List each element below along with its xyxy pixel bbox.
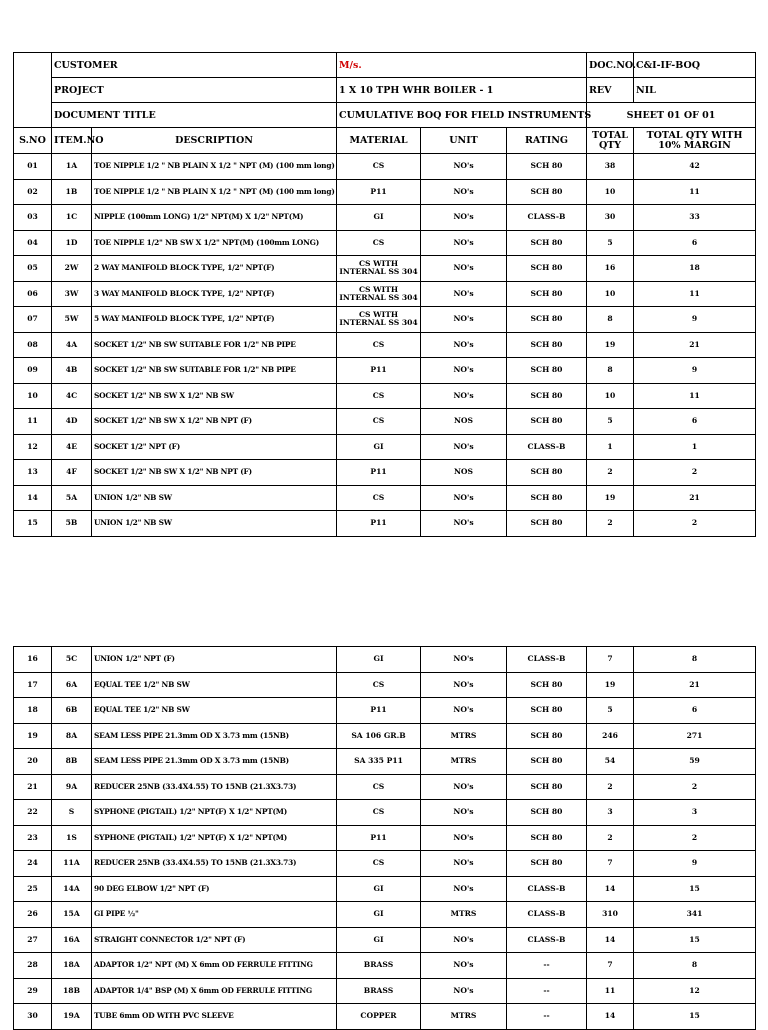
doc-no-value: C&I-IF-BOQ bbox=[634, 53, 756, 78]
cell-rating: SCH 80 bbox=[507, 800, 587, 826]
cell-total-qty: 10 bbox=[587, 281, 634, 307]
cell-unit: NO's bbox=[421, 647, 507, 673]
cell-material: GI bbox=[337, 927, 421, 953]
cell-total-qty-margin: 2 bbox=[634, 460, 756, 486]
cell-rating: -- bbox=[507, 953, 587, 979]
cell-total-qty-margin: 15 bbox=[634, 927, 756, 953]
cell-item-no: 5W bbox=[52, 307, 92, 333]
cell-sno: 22 bbox=[14, 800, 52, 826]
cell-material: CS bbox=[337, 154, 421, 180]
cell-item-no: 19A bbox=[52, 1004, 92, 1030]
cell-total-qty: 8 bbox=[587, 358, 634, 384]
cell-description: 2 WAY MANIFOLD BLOCK TYPE, 1/2" NPT(F) bbox=[92, 256, 337, 282]
cell-total-qty-margin: 8 bbox=[634, 953, 756, 979]
col-unit: UNIT bbox=[421, 128, 507, 154]
cell-rating: SCH 80 bbox=[507, 409, 587, 435]
table-row bbox=[14, 851, 756, 877]
cell-item-no: 9A bbox=[52, 774, 92, 800]
cell-rating: SCH 80 bbox=[507, 723, 587, 749]
cell-description: 5 WAY MANIFOLD BLOCK TYPE, 1/2" NPT(F) bbox=[92, 307, 337, 333]
cell-rating: SCH 80 bbox=[507, 698, 587, 724]
cell-unit: NO's bbox=[421, 434, 507, 460]
cell-description: SOCKET 1/2" NB SW X 1/2" NB NPT (F) bbox=[92, 409, 337, 435]
cell-description: 90 DEG ELBOW 1/2" NPT (F) bbox=[92, 876, 337, 902]
cell-description: REDUCER 25NB (33.4X4.55) TO 15NB (21.3X3.73) bbox=[92, 851, 337, 877]
table-row bbox=[14, 256, 756, 282]
col-sno: S.NO bbox=[14, 128, 52, 154]
cell-material: SA 106 GR.B bbox=[337, 723, 421, 749]
cell-material: BRASS bbox=[337, 978, 421, 1004]
col-rating: RATING bbox=[507, 128, 587, 154]
cell-item-no: 5B bbox=[52, 511, 92, 537]
cell-item-no: 6B bbox=[52, 698, 92, 724]
cell-material: P11 bbox=[337, 179, 421, 205]
cell-rating: CLASS-B bbox=[507, 205, 587, 231]
cell-total-qty: 10 bbox=[587, 383, 634, 409]
cell-total-qty-margin: 9 bbox=[634, 851, 756, 877]
table-row bbox=[14, 672, 756, 698]
table-row bbox=[14, 307, 756, 333]
cell-rating: SCH 80 bbox=[507, 672, 587, 698]
cell-item-no: 1D bbox=[52, 230, 92, 256]
cell-unit: NO's bbox=[421, 851, 507, 877]
cell-unit: NO's bbox=[421, 307, 507, 333]
cell-unit: NO's bbox=[421, 230, 507, 256]
cell-material: CS bbox=[337, 485, 421, 511]
cell-rating: SCH 80 bbox=[507, 179, 587, 205]
cell-item-no: 4D bbox=[52, 409, 92, 435]
cell-rating: SCH 80 bbox=[507, 154, 587, 180]
cell-material: GI bbox=[337, 647, 421, 673]
table-row bbox=[14, 179, 756, 205]
cell-item-no: 4C bbox=[52, 383, 92, 409]
cell-description: SOCKET 1/2" NPT (F) bbox=[92, 434, 337, 460]
col-description: DESCRIPTION bbox=[92, 128, 337, 154]
customer-label: CUSTOMER bbox=[52, 53, 337, 78]
cell-description: TOE NIPPLE 1/2 " NB PLAIN X 1/2 " NPT (M) (100 mm long) bbox=[92, 179, 337, 205]
cell-sno: 24 bbox=[14, 851, 52, 877]
cell-material: CS WITH INTERNAL SS 304 bbox=[337, 281, 421, 307]
header-blank-cell bbox=[14, 53, 52, 128]
cell-total-qty: 310 bbox=[587, 902, 634, 928]
cell-sno: 28 bbox=[14, 953, 52, 979]
cell-total-qty-margin: 2 bbox=[634, 774, 756, 800]
cell-unit: NO's bbox=[421, 281, 507, 307]
cell-sno: 07 bbox=[14, 307, 52, 333]
cell-sno: 27 bbox=[14, 927, 52, 953]
table-row bbox=[14, 749, 756, 775]
cell-description: UNION 1/2" NPT (F) bbox=[92, 647, 337, 673]
boq-table-page-2 bbox=[13, 646, 756, 1030]
cell-item-no: 1S bbox=[52, 825, 92, 851]
cell-total-qty-margin: 11 bbox=[634, 281, 756, 307]
cell-total-qty-margin: 21 bbox=[634, 672, 756, 698]
cell-description: 3 WAY MANIFOLD BLOCK TYPE, 1/2" NPT(F) bbox=[92, 281, 337, 307]
cell-total-qty: 16 bbox=[587, 256, 634, 282]
cell-total-qty-margin: 12 bbox=[634, 978, 756, 1004]
cell-rating: CLASS-B bbox=[507, 927, 587, 953]
cell-rating: CLASS-B bbox=[507, 902, 587, 928]
cell-unit: MTRS bbox=[421, 902, 507, 928]
cell-description: SEAM LESS PIPE 21.3mm OD X 3.73 mm (15NB) bbox=[92, 723, 337, 749]
cell-item-no: 11A bbox=[52, 851, 92, 877]
cell-total-qty: 5 bbox=[587, 409, 634, 435]
cell-description: SYPHONE (PIGTAIL) 1/2" NPT(F) X 1/2" NPT(M) bbox=[92, 800, 337, 826]
cell-description: TOE NIPPLE 1/2 " NB PLAIN X 1/2 " NPT (M) (100 mm long) bbox=[92, 154, 337, 180]
cell-total-qty-margin: 1 bbox=[634, 434, 756, 460]
cell-total-qty-margin: 6 bbox=[634, 698, 756, 724]
col-item-no: ITEM.NO bbox=[52, 128, 92, 154]
cell-material: BRASS bbox=[337, 953, 421, 979]
cell-total-qty: 5 bbox=[587, 230, 634, 256]
table-row bbox=[14, 698, 756, 724]
sheet-number: SHEET 01 OF 01 bbox=[587, 103, 756, 128]
project-value: 1 X 10 TPH WHR BOILER - 1 bbox=[337, 78, 587, 103]
cell-sno: 06 bbox=[14, 281, 52, 307]
cell-item-no: 8A bbox=[52, 723, 92, 749]
cell-total-qty: 1 bbox=[587, 434, 634, 460]
cell-item-no: 4A bbox=[52, 332, 92, 358]
cell-unit: NO's bbox=[421, 511, 507, 537]
cell-material: P11 bbox=[337, 698, 421, 724]
cell-description: SOCKET 1/2" NB SW X 1/2" NB SW bbox=[92, 383, 337, 409]
cell-total-qty: 14 bbox=[587, 1004, 634, 1030]
cell-unit: NO's bbox=[421, 205, 507, 231]
cell-item-no: 3W bbox=[52, 281, 92, 307]
cell-sno: 04 bbox=[14, 230, 52, 256]
cell-sno: 13 bbox=[14, 460, 52, 486]
cell-total-qty-margin: 6 bbox=[634, 409, 756, 435]
table-row bbox=[14, 460, 756, 486]
table-row bbox=[14, 902, 756, 928]
cell-total-qty-margin: 6 bbox=[634, 230, 756, 256]
cell-unit: NOS bbox=[421, 409, 507, 435]
table-row bbox=[14, 154, 756, 180]
cell-rating: SCH 80 bbox=[507, 307, 587, 333]
cell-sno: 26 bbox=[14, 902, 52, 928]
cell-total-qty: 54 bbox=[587, 749, 634, 775]
cell-sno: 30 bbox=[14, 1004, 52, 1030]
cell-material: GI bbox=[337, 876, 421, 902]
cell-description: TOE NIPPLE 1/2" NB SW X 1/2" NPT(M) (100mm LONG) bbox=[92, 230, 337, 256]
table-row bbox=[14, 1004, 756, 1030]
table-row bbox=[14, 383, 756, 409]
cell-unit: NO's bbox=[421, 383, 507, 409]
cell-item-no: 5C bbox=[52, 647, 92, 673]
cell-total-qty-margin: 9 bbox=[634, 358, 756, 384]
cell-total-qty: 2 bbox=[587, 460, 634, 486]
cell-total-qty-margin: 11 bbox=[634, 179, 756, 205]
cell-unit: NO's bbox=[421, 698, 507, 724]
cell-sno: 02 bbox=[14, 179, 52, 205]
table-row bbox=[14, 927, 756, 953]
cell-material: CS bbox=[337, 230, 421, 256]
cell-total-qty-margin: 341 bbox=[634, 902, 756, 928]
cell-unit: NO's bbox=[421, 927, 507, 953]
cell-item-no: 14A bbox=[52, 876, 92, 902]
cell-total-qty: 7 bbox=[587, 953, 634, 979]
cell-total-qty-margin: 11 bbox=[634, 383, 756, 409]
cell-total-qty: 19 bbox=[587, 672, 634, 698]
table-row bbox=[14, 876, 756, 902]
cell-total-qty: 30 bbox=[587, 205, 634, 231]
cell-item-no: 2W bbox=[52, 256, 92, 282]
table-row bbox=[14, 647, 756, 673]
cell-unit: MTRS bbox=[421, 1004, 507, 1030]
table-row bbox=[14, 485, 756, 511]
cell-sno: 18 bbox=[14, 698, 52, 724]
cell-unit: NO's bbox=[421, 332, 507, 358]
cell-material: P11 bbox=[337, 511, 421, 537]
cell-description: ADAPTOR 1/2" NPT (M) X 6mm OD FERRULE FITTING bbox=[92, 953, 337, 979]
cell-item-no: 1C bbox=[52, 205, 92, 231]
cell-description: NIPPLE (100mm LONG) 1/2" NPT(M) X 1/2" NPT(M) bbox=[92, 205, 337, 231]
cell-item-no: 5A bbox=[52, 485, 92, 511]
cell-sno: 17 bbox=[14, 672, 52, 698]
cell-total-qty: 2 bbox=[587, 825, 634, 851]
cell-sno: 09 bbox=[14, 358, 52, 384]
cell-material: P11 bbox=[337, 460, 421, 486]
cell-total-qty-margin: 2 bbox=[634, 511, 756, 537]
cell-item-no: 1A bbox=[52, 154, 92, 180]
cell-rating: SCH 80 bbox=[507, 749, 587, 775]
cell-total-qty-margin: 33 bbox=[634, 205, 756, 231]
col-total-qty: TOTAL QTY bbox=[587, 128, 634, 154]
cell-unit: NO's bbox=[421, 876, 507, 902]
cell-rating: CLASS-B bbox=[507, 434, 587, 460]
table-row bbox=[14, 825, 756, 851]
table-row bbox=[14, 511, 756, 537]
cell-material: GI bbox=[337, 205, 421, 231]
cell-unit: NO's bbox=[421, 485, 507, 511]
cell-rating: -- bbox=[507, 978, 587, 1004]
cell-description: ADAPTOR 1/4" BSP (M) X 6mm OD FERRULE FITTING bbox=[92, 978, 337, 1004]
cell-sno: 15 bbox=[14, 511, 52, 537]
cell-rating: SCH 80 bbox=[507, 511, 587, 537]
cell-sno: 19 bbox=[14, 723, 52, 749]
cell-material: CS bbox=[337, 332, 421, 358]
cell-unit: NO's bbox=[421, 358, 507, 384]
cell-description: STRAIGHT CONNECTOR 1/2" NPT (F) bbox=[92, 927, 337, 953]
cell-total-qty: 11 bbox=[587, 978, 634, 1004]
table-row bbox=[14, 281, 756, 307]
cell-item-no: 4F bbox=[52, 460, 92, 486]
cell-total-qty-margin: 15 bbox=[634, 1004, 756, 1030]
cell-unit: NO's bbox=[421, 978, 507, 1004]
cell-total-qty: 8 bbox=[587, 307, 634, 333]
cell-unit: NO's bbox=[421, 256, 507, 282]
cell-total-qty-margin: 9 bbox=[634, 307, 756, 333]
cell-description: REDUCER 25NB (33.4X4.55) TO 15NB (21.3X3.73) bbox=[92, 774, 337, 800]
cell-item-no: 16A bbox=[52, 927, 92, 953]
cell-rating: -- bbox=[507, 1004, 587, 1030]
cell-total-qty-margin: 3 bbox=[634, 800, 756, 826]
cell-total-qty-margin: 42 bbox=[634, 154, 756, 180]
cell-unit: NO's bbox=[421, 800, 507, 826]
cell-rating: CLASS-B bbox=[507, 647, 587, 673]
cell-total-qty-margin: 271 bbox=[634, 723, 756, 749]
cell-rating: CLASS-B bbox=[507, 876, 587, 902]
cell-material: CS bbox=[337, 383, 421, 409]
cell-item-no: 18B bbox=[52, 978, 92, 1004]
cell-material: CS WITH INTERNAL SS 304 bbox=[337, 307, 421, 333]
cell-total-qty: 19 bbox=[587, 485, 634, 511]
cell-description: GI PIPE ½" bbox=[92, 902, 337, 928]
cell-item-no: 6A bbox=[52, 672, 92, 698]
cell-material: CS WITH INTERNAL SS 304 bbox=[337, 256, 421, 282]
cell-sno: 03 bbox=[14, 205, 52, 231]
doc-title-value: CUMULATIVE BOQ FOR FIELD INSTRUMENTS bbox=[337, 103, 587, 128]
cell-total-qty-margin: 21 bbox=[634, 485, 756, 511]
cell-material: COPPER bbox=[337, 1004, 421, 1030]
cell-total-qty: 3 bbox=[587, 800, 634, 826]
cell-material: P11 bbox=[337, 358, 421, 384]
cell-material: CS bbox=[337, 409, 421, 435]
header-row-customer bbox=[14, 53, 756, 78]
cell-sno: 08 bbox=[14, 332, 52, 358]
cell-sno: 05 bbox=[14, 256, 52, 282]
cell-sno: 23 bbox=[14, 825, 52, 851]
cell-sno: 16 bbox=[14, 647, 52, 673]
cell-item-no: 8B bbox=[52, 749, 92, 775]
cell-total-qty: 38 bbox=[587, 154, 634, 180]
table-row bbox=[14, 978, 756, 1004]
cell-unit: NO's bbox=[421, 179, 507, 205]
cell-unit: NOS bbox=[421, 460, 507, 486]
cell-sno: 01 bbox=[14, 154, 52, 180]
cell-description: TUBE 6mm OD WITH PVC SLEEVE bbox=[92, 1004, 337, 1030]
cell-rating: SCH 80 bbox=[507, 774, 587, 800]
cell-material: P11 bbox=[337, 825, 421, 851]
cell-total-qty: 14 bbox=[587, 876, 634, 902]
table-row bbox=[14, 800, 756, 826]
cell-unit: NO's bbox=[421, 953, 507, 979]
cell-material: CS bbox=[337, 774, 421, 800]
doc-title-label: DOCUMENT TITLE bbox=[52, 103, 337, 128]
cell-total-qty: 19 bbox=[587, 332, 634, 358]
cell-total-qty-margin: 15 bbox=[634, 876, 756, 902]
boq-table-page-1 bbox=[13, 52, 756, 537]
col-total-qty-margin: TOTAL QTY WITH 10% MARGIN bbox=[634, 128, 756, 154]
cell-total-qty: 2 bbox=[587, 774, 634, 800]
cell-description: SOCKET 1/2" NB SW SUITABLE FOR 1/2" NB PIPE bbox=[92, 358, 337, 384]
cell-unit: NO's bbox=[421, 154, 507, 180]
cell-description: SEAM LESS PIPE 21.3mm OD X 3.73 mm (15NB) bbox=[92, 749, 337, 775]
cell-rating: SCH 80 bbox=[507, 332, 587, 358]
cell-rating: SCH 80 bbox=[507, 851, 587, 877]
table-row bbox=[14, 409, 756, 435]
cell-total-qty-margin: 2 bbox=[634, 825, 756, 851]
cell-sno: 20 bbox=[14, 749, 52, 775]
cell-rating: SCH 80 bbox=[507, 825, 587, 851]
cell-material: GI bbox=[337, 902, 421, 928]
cell-total-qty: 14 bbox=[587, 927, 634, 953]
doc-no-label: DOC.NO. bbox=[587, 53, 634, 78]
cell-description: UNION 1/2" NB SW bbox=[92, 511, 337, 537]
cell-rating: SCH 80 bbox=[507, 383, 587, 409]
cell-item-no: S bbox=[52, 800, 92, 826]
cell-rating: SCH 80 bbox=[507, 281, 587, 307]
cell-total-qty: 10 bbox=[587, 179, 634, 205]
column-header-row bbox=[14, 128, 756, 154]
cell-description: SOCKET 1/2" NB SW SUITABLE FOR 1/2" NB PIPE bbox=[92, 332, 337, 358]
cell-material: GI bbox=[337, 434, 421, 460]
cell-sno: 12 bbox=[14, 434, 52, 460]
cell-item-no: 4E bbox=[52, 434, 92, 460]
cell-unit: MTRS bbox=[421, 749, 507, 775]
cell-rating: SCH 80 bbox=[507, 256, 587, 282]
cell-description: EQUAL TEE 1/2" NB SW bbox=[92, 672, 337, 698]
cell-unit: NO's bbox=[421, 672, 507, 698]
rev-value: NIL bbox=[634, 78, 756, 103]
col-material: MATERIAL bbox=[337, 128, 421, 154]
cell-item-no: 1B bbox=[52, 179, 92, 205]
cell-total-qty: 5 bbox=[587, 698, 634, 724]
cell-material: CS bbox=[337, 672, 421, 698]
table-row bbox=[14, 723, 756, 749]
customer-value: M/s. bbox=[337, 53, 587, 78]
cell-unit: NO's bbox=[421, 825, 507, 851]
header-row-title bbox=[14, 103, 756, 128]
cell-total-qty-margin: 59 bbox=[634, 749, 756, 775]
cell-unit: MTRS bbox=[421, 723, 507, 749]
cell-total-qty-margin: 18 bbox=[634, 256, 756, 282]
cell-rating: SCH 80 bbox=[507, 460, 587, 486]
project-label: PROJECT bbox=[52, 78, 337, 103]
table-row bbox=[14, 358, 756, 384]
cell-item-no: 15A bbox=[52, 902, 92, 928]
cell-sno: 29 bbox=[14, 978, 52, 1004]
cell-total-qty: 7 bbox=[587, 851, 634, 877]
table-row bbox=[14, 434, 756, 460]
cell-item-no: 18A bbox=[52, 953, 92, 979]
cell-total-qty: 2 bbox=[587, 511, 634, 537]
cell-total-qty-margin: 21 bbox=[634, 332, 756, 358]
rev-label: REV bbox=[587, 78, 634, 103]
cell-item-no: 4B bbox=[52, 358, 92, 384]
cell-unit: NO's bbox=[421, 774, 507, 800]
cell-sno: 14 bbox=[14, 485, 52, 511]
cell-total-qty: 246 bbox=[587, 723, 634, 749]
cell-total-qty-margin: 8 bbox=[634, 647, 756, 673]
table-row bbox=[14, 774, 756, 800]
cell-description: EQUAL TEE 1/2" NB SW bbox=[92, 698, 337, 724]
cell-material: SA 335 P11 bbox=[337, 749, 421, 775]
cell-description: SOCKET 1/2" NB SW X 1/2" NB NPT (F) bbox=[92, 460, 337, 486]
table-row bbox=[14, 332, 756, 358]
cell-sno: 25 bbox=[14, 876, 52, 902]
cell-sno: 11 bbox=[14, 409, 52, 435]
cell-rating: SCH 80 bbox=[507, 358, 587, 384]
cell-rating: SCH 80 bbox=[507, 230, 587, 256]
table-row bbox=[14, 230, 756, 256]
cell-description: SYPHONE (PIGTAIL) 1/2" NPT(F) X 1/2" NPT(M) bbox=[92, 825, 337, 851]
header-row-project bbox=[14, 78, 756, 103]
cell-sno: 21 bbox=[14, 774, 52, 800]
cell-material: CS bbox=[337, 800, 421, 826]
table-row bbox=[14, 205, 756, 231]
cell-rating: SCH 80 bbox=[507, 485, 587, 511]
cell-material: CS bbox=[337, 851, 421, 877]
cell-description: UNION 1/2" NB SW bbox=[92, 485, 337, 511]
cell-total-qty: 7 bbox=[587, 647, 634, 673]
cell-sno: 10 bbox=[14, 383, 52, 409]
table-row bbox=[14, 953, 756, 979]
